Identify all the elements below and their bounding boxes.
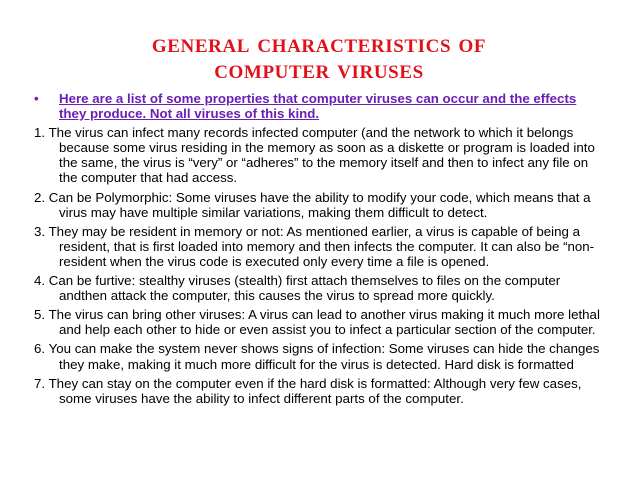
item-text: They can stay on the computer even if the hard disk is formatted: Although very few cases, some viruses have the ability to infect different parts of the computer. bbox=[48, 375, 582, 406]
item-number: 1. bbox=[34, 125, 46, 141]
item-text: Can be Polymorphic: Some viruses have the ability to modify your code, which means that a virus may have multiple similar variations, making them difficult to detect. bbox=[48, 189, 591, 220]
characteristics-list bbox=[34, 125, 604, 406]
item-number: 5. bbox=[34, 307, 46, 323]
title-line-1: general characteristics of bbox=[151, 28, 487, 58]
slide-title bbox=[0, 30, 638, 82]
item-text: They may be resident in memory or not: As mentioned earlier, a virus is capable of being a resident, that is first loaded into memory and then infects the computer. It can also be “non-resident when the virus code is executed only every time a file is opened. bbox=[48, 223, 595, 269]
bullet-icon: • bbox=[34, 91, 39, 106]
item-number: 4. bbox=[34, 273, 46, 289]
list-item bbox=[34, 273, 604, 303]
list-item bbox=[34, 224, 604, 269]
item-text: The virus can bring other viruses: A virus can lead to another virus making it much more lethal and help each other to hide or even assist you to infect a particular section of the computer. bbox=[48, 307, 600, 338]
item-number: 3. bbox=[34, 223, 46, 239]
list-item bbox=[34, 125, 604, 185]
item-number: 7. bbox=[34, 375, 46, 391]
title-line-2: computer viruses bbox=[214, 54, 424, 84]
list-item bbox=[34, 307, 604, 337]
intro-bullet-item bbox=[34, 91, 604, 121]
item-number: 2. bbox=[34, 189, 46, 205]
item-number: 6. bbox=[34, 341, 46, 357]
item-text: Can be furtive: stealthy viruses (stealth) first attach themselves to files on the computer andthen attack the computer, this causes the virus to spread more quickly. bbox=[48, 273, 561, 304]
intro-text: Here are a list of some properties that computer viruses can occur and the effects they produce. Not all viruses of this kind. bbox=[59, 91, 577, 122]
item-text: You can make the system never shows signs of infection: Some viruses can hide the changes they make, making it much more difficult for the virus is detected. Hard disk is formatted bbox=[48, 341, 600, 372]
slide-body bbox=[34, 91, 604, 410]
list-item bbox=[34, 376, 604, 406]
item-text: The virus can infect many records infected computer (and the network to which it belongs because some virus residing in the memory as soon as a diskette or program is loaded into the same, the virus is “very” or “adheres” to the memory itself and then to infect any file on the computer that had access. bbox=[48, 125, 595, 186]
list-item bbox=[34, 341, 604, 371]
list-item bbox=[34, 190, 604, 220]
